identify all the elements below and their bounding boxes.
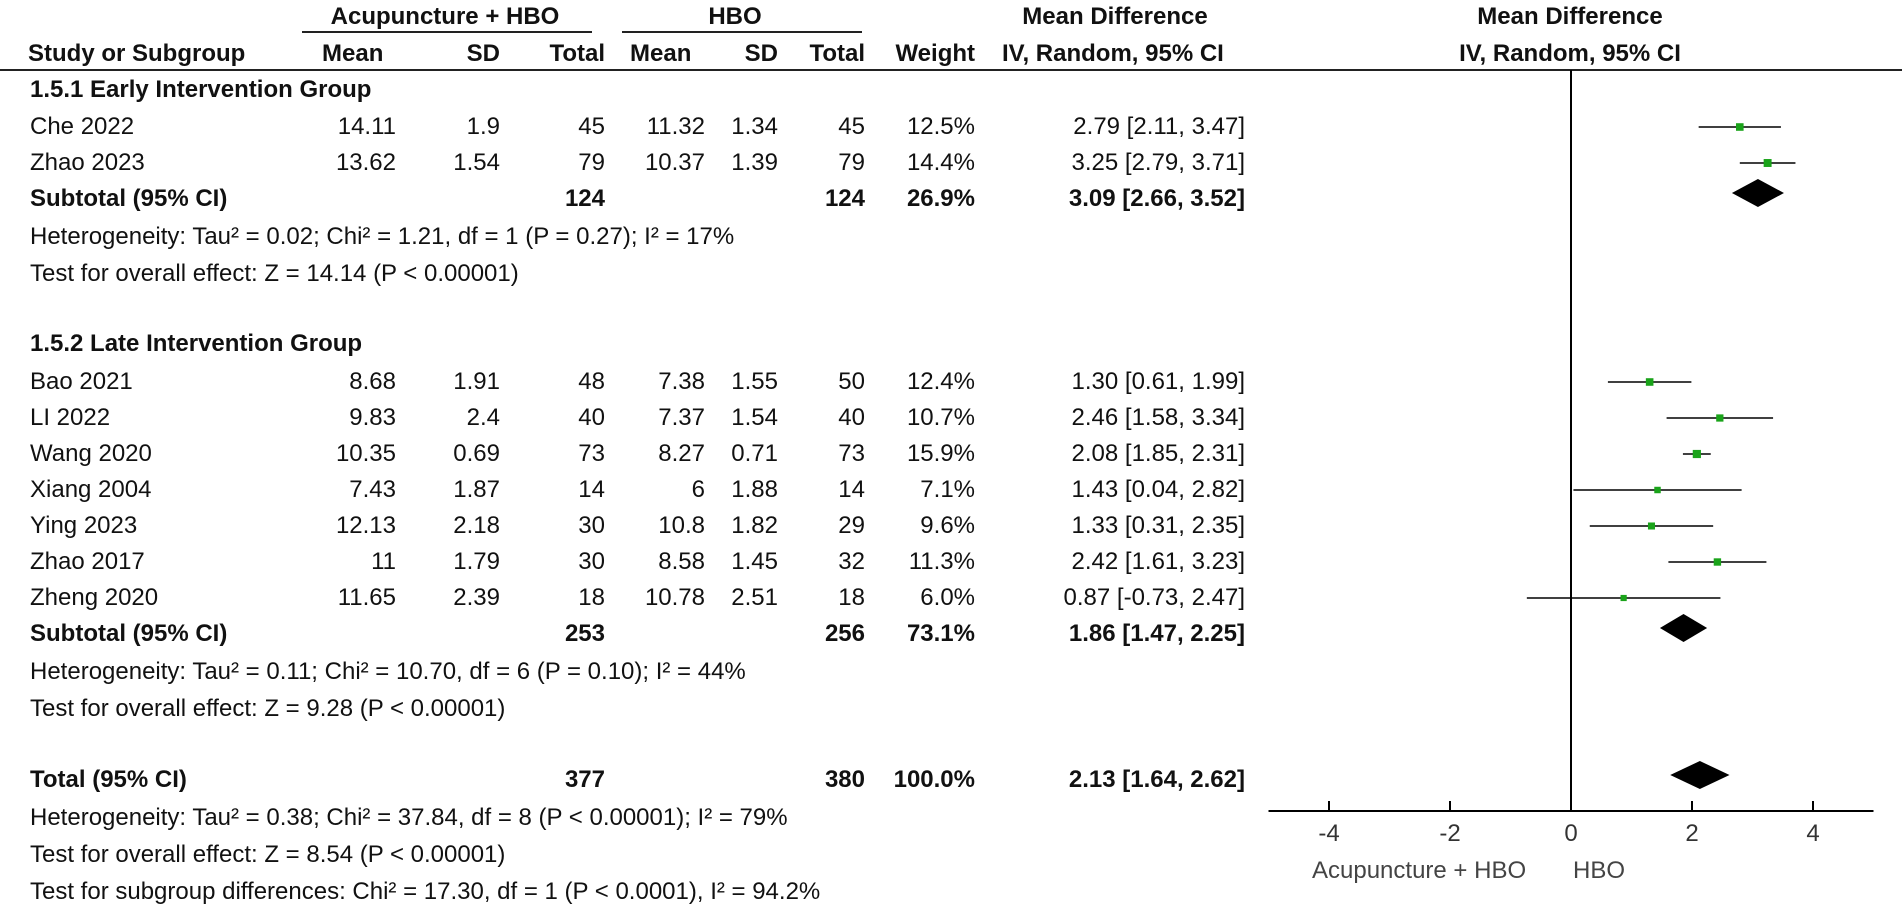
weight: 10.7% xyxy=(906,404,975,431)
total-exp: 73 xyxy=(578,440,605,467)
study-marker xyxy=(1714,558,1721,565)
study-name: Zheng 2020 xyxy=(30,584,159,611)
total-ctrl: 73 xyxy=(838,440,865,467)
overall-effect-text: Test for overall effect: Z = 14.14 (P < 0.00001) xyxy=(30,260,519,287)
x-tick-label: -4 xyxy=(1318,820,1340,847)
mean-ctrl: 8.58 xyxy=(658,548,705,575)
total-ctrl: 14 xyxy=(838,476,865,503)
mean-ctrl: 10.37 xyxy=(644,149,705,176)
study-marker xyxy=(1736,123,1744,131)
total-exp: 40 xyxy=(578,404,605,431)
total-total-ctrl: 380 xyxy=(824,766,865,793)
heterogeneity-text: Heterogeneity: Tau² = 0.11; Chi² = 10.70, df = 6 (P = 0.10); I² = 44% xyxy=(30,658,746,685)
total-exp: 18 xyxy=(578,584,605,611)
md-ci: 2.79 [2.11, 3.47] xyxy=(1073,113,1245,140)
sd-exp: 2.4 xyxy=(466,404,500,431)
sd-exp: 1.79 xyxy=(453,548,500,575)
mean-ctrl: 10.78 xyxy=(644,584,705,611)
md-ci: 3.25 [2.79, 3.71] xyxy=(1071,149,1245,176)
mean-exp: 10.35 xyxy=(335,440,396,467)
mean-ctrl: 6 xyxy=(691,476,705,503)
mean-exp: 12.13 xyxy=(335,512,396,539)
subgroup-differences-text: Test for subgroup differences: Chi² = 17.30, df = 1 (P < 0.0001), I² = 94.2% xyxy=(30,878,821,905)
study-marker xyxy=(1654,487,1660,493)
study-name: Xiang 2004 xyxy=(30,476,152,503)
header-group-exp: Acupuncture + HBO xyxy=(330,3,560,30)
total-exp: 79 xyxy=(578,149,605,176)
md-ci: 1.43 [0.04, 2.82] xyxy=(1071,476,1245,503)
study-name: Che 2022 xyxy=(30,113,135,140)
header-md-method: IV, Random, 95% CI xyxy=(1002,40,1224,67)
study-marker xyxy=(1646,378,1654,386)
md-ci: 2.08 [1.85, 2.31] xyxy=(1071,440,1245,467)
weight: 6.0% xyxy=(920,584,975,611)
header-md-title: Mean Difference xyxy=(1022,3,1208,30)
sd-exp: 1.87 xyxy=(453,476,500,503)
sd-ctrl: 1.82 xyxy=(731,512,778,539)
sd-exp: 2.39 xyxy=(453,584,500,611)
sd-exp: 1.9 xyxy=(466,113,500,140)
study-name: Zhao 2017 xyxy=(30,548,145,575)
header-group-ctrl: HBO xyxy=(708,3,762,30)
mean-ctrl: 8.27 xyxy=(658,440,705,467)
mean-ctrl: 10.8 xyxy=(658,512,705,539)
md-ci: 2.42 [1.61, 3.23] xyxy=(1071,548,1245,575)
total-ctrl: 18 xyxy=(838,584,865,611)
total-label: Total (95% CI) xyxy=(30,766,187,793)
subtotal-total-ctrl: 256 xyxy=(824,620,865,647)
subtotal-ci: 1.86 [1.47, 2.25] xyxy=(1068,620,1245,647)
weight: 15.9% xyxy=(906,440,975,467)
sd-ctrl: 1.88 xyxy=(731,476,778,503)
col-sd-ctrl: SD xyxy=(744,40,778,67)
total-total-exp: 377 xyxy=(564,766,605,793)
weight: 7.1% xyxy=(920,476,975,503)
mean-exp: 8.68 xyxy=(349,368,396,395)
md-ci: 1.33 [0.31, 2.35] xyxy=(1071,512,1245,539)
x-tick-label: 0 xyxy=(1564,820,1578,847)
weight: 14.4% xyxy=(906,149,975,176)
study-marker xyxy=(1648,522,1655,529)
sd-exp: 1.54 xyxy=(453,149,500,176)
col-mean-exp: Mean xyxy=(322,40,384,67)
pooled-diamond xyxy=(1732,179,1784,207)
sd-exp: 1.91 xyxy=(453,368,500,395)
header-plot-title: Mean Difference xyxy=(1477,3,1663,30)
study-name: Wang 2020 xyxy=(30,440,152,467)
md-ci: 1.30 [0.61, 1.99] xyxy=(1071,368,1245,395)
subtotal-total-ctrl: 124 xyxy=(824,185,865,212)
sd-exp: 0.69 xyxy=(453,440,500,467)
weight: 11.3% xyxy=(908,548,975,575)
weight: 12.5% xyxy=(906,113,975,140)
col-total-ctrl: Total xyxy=(809,40,865,67)
study-marker xyxy=(1716,414,1723,421)
overall-effect-text: Test for overall effect: Z = 9.28 (P < 0.00001) xyxy=(30,695,506,722)
study-name: LI 2022 xyxy=(30,404,111,431)
sd-ctrl: 1.45 xyxy=(731,548,778,575)
subgroup-title-late: 1.5.2 Late Intervention Group xyxy=(30,330,363,357)
mean-ctrl: 7.37 xyxy=(658,404,705,431)
mean-ctrl: 7.38 xyxy=(658,368,705,395)
heterogeneity-text: Heterogeneity: Tau² = 0.02; Chi² = 1.21, df = 1 (P = 0.27); I² = 17% xyxy=(30,223,735,250)
subtotal-total-exp: 253 xyxy=(564,620,605,647)
total-heterogeneity-text: Heterogeneity: Tau² = 0.38; Chi² = 37.84, df = 8 (P < 0.00001); I² = 79% xyxy=(30,804,788,831)
mean-ctrl: 11.32 xyxy=(646,113,705,140)
x-label-favours-right: HBO xyxy=(1573,857,1626,884)
md-ci: 2.46 [1.58, 3.34] xyxy=(1071,404,1245,431)
mean-exp: 14.11 xyxy=(337,113,396,140)
col-study: Study or Subgroup xyxy=(28,40,246,67)
total-ctrl: 79 xyxy=(838,149,865,176)
x-tick-label: 2 xyxy=(1685,820,1699,847)
total-overall-effect-text: Test for overall effect: Z = 8.54 (P < 0.00001) xyxy=(30,841,506,868)
pooled-diamond xyxy=(1670,761,1729,789)
total-ci: 2.13 [1.64, 2.62] xyxy=(1068,766,1245,793)
subtotal-label: Subtotal (95% CI) xyxy=(30,185,228,212)
total-ctrl: 45 xyxy=(838,113,865,140)
study-marker xyxy=(1764,159,1772,167)
sd-ctrl: 0.71 xyxy=(731,440,778,467)
subtotal-weight: 26.9% xyxy=(906,185,975,212)
study-marker xyxy=(1693,450,1701,458)
sd-exp: 2.18 xyxy=(453,512,500,539)
weight: 9.6% xyxy=(920,512,975,539)
subtotal-label: Subtotal (95% CI) xyxy=(30,620,228,647)
mean-exp: 7.43 xyxy=(349,476,396,503)
subtotal-total-exp: 124 xyxy=(564,185,605,212)
total-exp: 30 xyxy=(578,548,605,575)
col-sd-exp: SD xyxy=(466,40,500,67)
col-mean-ctrl: Mean xyxy=(630,40,692,67)
subtotal-weight: 73.1% xyxy=(906,620,975,647)
mean-exp: 11 xyxy=(371,548,396,575)
mean-exp: 11.65 xyxy=(337,584,396,611)
sd-ctrl: 1.54 xyxy=(731,404,778,431)
col-weight: Weight xyxy=(895,40,975,67)
weight: 12.4% xyxy=(906,368,975,395)
sd-ctrl: 1.39 xyxy=(731,149,778,176)
x-label-favours-left: Acupuncture + HBO xyxy=(1312,857,1527,884)
total-weight: 100.0% xyxy=(893,766,975,793)
total-ctrl: 32 xyxy=(838,548,865,575)
total-exp: 48 xyxy=(578,368,605,395)
study-marker xyxy=(1621,595,1627,601)
subtotal-ci: 3.09 [2.66, 3.52] xyxy=(1068,185,1245,212)
md-ci: 0.87 [-0.73, 2.47] xyxy=(1063,584,1245,611)
total-exp: 45 xyxy=(578,113,605,140)
study-name: Bao 2021 xyxy=(30,368,133,395)
sd-ctrl: 1.34 xyxy=(731,113,778,140)
x-tick-label: 4 xyxy=(1806,820,1820,847)
total-exp: 30 xyxy=(578,512,605,539)
subgroup-title-early: 1.5.1 Early Intervention Group xyxy=(30,76,372,103)
x-tick-label: -2 xyxy=(1439,820,1461,847)
total-ctrl: 40 xyxy=(838,404,865,431)
sd-ctrl: 2.51 xyxy=(731,584,778,611)
total-exp: 14 xyxy=(578,476,605,503)
sd-ctrl: 1.55 xyxy=(731,368,778,395)
total-ctrl: 50 xyxy=(838,368,865,395)
pooled-diamond xyxy=(1660,614,1707,642)
study-name: Zhao 2023 xyxy=(30,149,145,176)
mean-exp: 13.62 xyxy=(335,149,396,176)
col-total-exp: Total xyxy=(549,40,605,67)
header-plot-method: IV, Random, 95% CI xyxy=(1459,40,1681,67)
total-ctrl: 29 xyxy=(838,512,865,539)
mean-exp: 9.83 xyxy=(349,404,396,431)
study-name: Ying 2023 xyxy=(30,512,138,539)
